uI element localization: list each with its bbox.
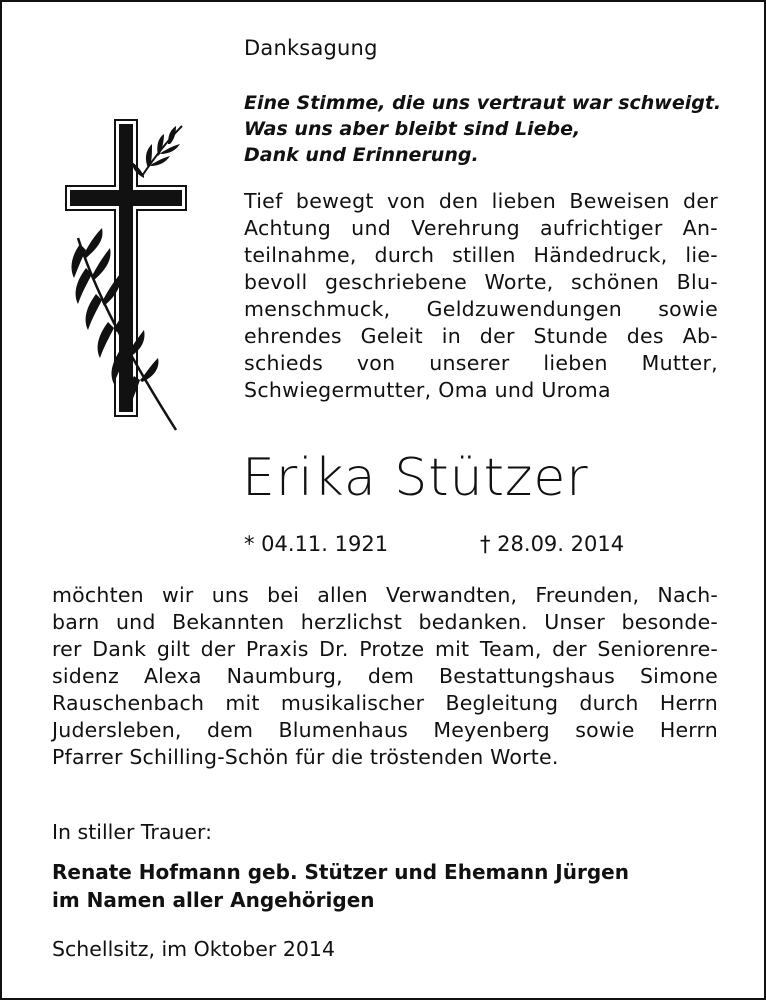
thanks-line: rer Dank gilt der Praxis Dr. Protze mit Team, der Seniorenre-	[52, 637, 718, 661]
thanks-line: sidenz Alexa Naumburg, dem Bestattungshaus Simone	[52, 664, 718, 688]
thanks-line: möchten wir uns bei allen Verwandten, Freunden, Nach-	[52, 583, 718, 607]
cross-with-palm-branch-icon	[64, 118, 188, 436]
family-signature	[52, 858, 629, 914]
thanks-line: Judersleben, dem Blumenhaus Meyenberg sowie Herrn	[52, 718, 718, 742]
family-line: im Namen aller Angehörigen	[52, 888, 375, 912]
motto-line: Was uns aber bleibt sind Liebe,	[244, 118, 581, 140]
deceased-name: Erika Stützer	[242, 448, 589, 508]
place-date: Schellsitz, im Oktober 2014	[52, 937, 335, 961]
intro-line: schieds von unserer lieben Mutter,	[244, 351, 718, 375]
thanks-line: barn und Bekannten herzlichst bedanken. Unser besonde-	[52, 610, 718, 634]
intro-line: Achtung und Verehrung aufrichtiger An-	[244, 216, 718, 240]
motto-line: Eine Stimme, die uns vertraut war schweigt.	[244, 92, 722, 114]
intro-line: Tief bewegt von den lieben Beweisen der	[244, 189, 718, 213]
intro-line: ehrendes Geleit in der Stunde des Ab-	[244, 324, 718, 348]
thanks-line: Pfarrer Schilling-Schön für die tröstenden Worte.	[52, 745, 559, 769]
heading: Danksagung	[244, 36, 378, 60]
motto-line: Dank und Erinnerung.	[244, 144, 479, 166]
intro-text	[244, 188, 718, 404]
family-line: Renate Hofmann geb. Stützer und Ehemann Jürgen	[52, 860, 629, 884]
birth-date: * 04.11. 1921	[244, 532, 389, 556]
intro-line: menschmuck, Geldzuwendungen sowie	[244, 297, 718, 321]
death-date: † 28.09. 2014	[480, 532, 625, 556]
thanks-line: Rauschenbach mit musikalischer Begleitung durch Herrn	[52, 691, 718, 715]
mourning-label: In stiller Trauer:	[52, 820, 212, 844]
intro-line: teilnahme, durch stillen Händedruck, lie-	[244, 243, 718, 267]
motto	[244, 90, 721, 168]
intro-line: Schwiegermutter, Oma und Uroma	[244, 378, 611, 402]
intro-line: bevoll geschriebene Worte, schönen Blu-	[244, 270, 718, 294]
thanks-text	[52, 582, 718, 771]
